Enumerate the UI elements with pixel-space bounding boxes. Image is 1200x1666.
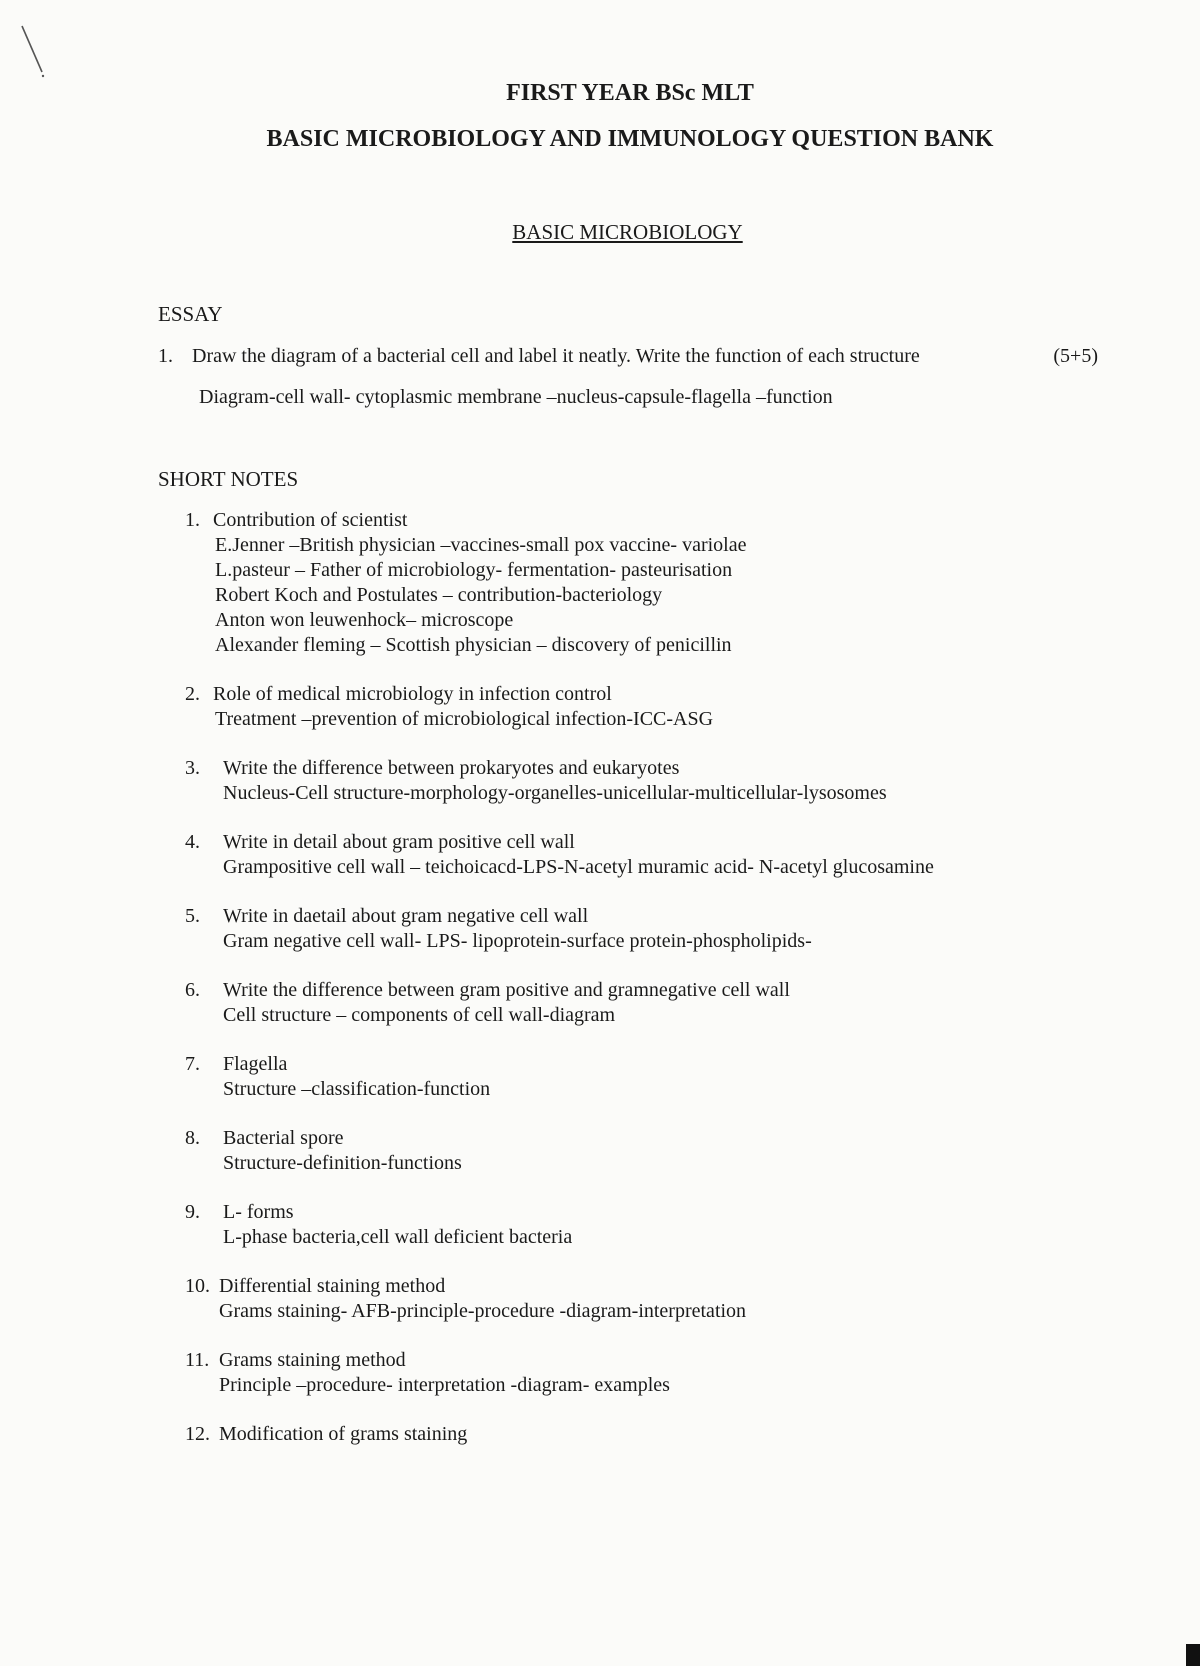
- item-question: Differential staining method: [219, 1275, 446, 1297]
- item-detail: L.pasteur – Father of microbiology- fermentation- pasteurisation: [215, 559, 733, 581]
- list-item: [185, 904, 1085, 954]
- item-detail: Gram negative cell wall- LPS- lipoprotein-surface protein-phospholipids-: [223, 930, 812, 952]
- list-item: [185, 830, 1085, 880]
- essay-question: [158, 345, 1098, 368]
- item-question: L- forms: [223, 1201, 294, 1223]
- item-detail: Grams staining- AFB-principle-procedure -diagram-interpretation: [219, 1300, 747, 1322]
- item-detail: Robert Koch and Postulates – contribution-bacteriology: [215, 584, 663, 606]
- item-detail: Treatment –prevention of microbiological infection-ICC-ASG: [215, 708, 714, 730]
- item-number: 6.: [185, 979, 200, 1001]
- list-item: [185, 978, 1085, 1028]
- item-number: 12.: [185, 1423, 210, 1445]
- essay-heading: ESSAY: [158, 302, 223, 326]
- item-detail: Structure-definition-functions: [223, 1152, 462, 1174]
- item-detail: Principle –procedure- interpretation -diagram- examples: [219, 1374, 670, 1396]
- item-detail: Anton won leuwenhock– microscope: [215, 609, 514, 631]
- item-number: 5.: [185, 905, 200, 927]
- list-item: [185, 682, 1085, 732]
- item-number: 10.: [185, 1275, 210, 1297]
- item-number: 7.: [185, 1053, 200, 1075]
- item-question: Write the difference between gram positive and gramnegative cell wall: [223, 979, 790, 1001]
- essay-question-hint: Diagram-cell wall- cytoplasmic membrane –nucleus-capsule-flagella –function: [199, 386, 833, 408]
- section-heading: BASIC MICROBIOLOGY: [512, 220, 743, 244]
- essay-question-marks: (5+5): [1053, 345, 1098, 367]
- list-item: [185, 1422, 1085, 1447]
- list-item: [185, 1348, 1085, 1398]
- item-question: Modification of grams staining: [219, 1423, 468, 1445]
- list-item: [185, 1126, 1085, 1176]
- list-item: [185, 508, 1085, 658]
- item-number: 3.: [185, 757, 200, 779]
- item-number: 2.: [185, 683, 200, 705]
- item-detail: Nucleus-Cell structure-morphology-organelles-unicellular-multicellular-lysosomes: [223, 782, 887, 804]
- essay-question-number: 1.: [158, 345, 173, 367]
- document-subtitle: BASIC MICROBIOLOGY AND IMMUNOLOGY QUESTION BANK: [266, 126, 994, 152]
- list-item: [185, 756, 1085, 806]
- item-question: Contribution of scientist: [213, 509, 408, 531]
- document-title: FIRST YEAR BSc MLT: [506, 80, 754, 106]
- short-notes-heading: SHORT NOTES: [158, 467, 299, 491]
- scan-edge-mark: [1186, 1644, 1200, 1666]
- item-number: 9.: [185, 1201, 200, 1223]
- item-detail: Grampositive cell wall – teichoicacd-LPS-N-acetyl muramic acid- N-acetyl glucosamine: [223, 856, 934, 878]
- item-detail: Alexander fleming – Scottish physician – discovery of penicillin: [215, 634, 732, 656]
- item-question: Write the difference between prokaryotes and eukaryotes: [223, 757, 680, 779]
- item-question: Write in detail about gram positive cell wall: [223, 831, 575, 853]
- item-detail: L-phase bacteria,cell wall deficient bacteria: [223, 1226, 573, 1248]
- item-question: Role of medical microbiology in infection control: [213, 683, 612, 705]
- item-question: Grams staining method: [219, 1349, 406, 1371]
- item-detail: Cell structure – components of cell wall-diagram: [223, 1004, 616, 1026]
- item-number: 1.: [185, 509, 200, 531]
- item-question: Write in daetail about gram negative cell wall: [223, 905, 589, 927]
- short-notes-list: [185, 508, 1085, 1471]
- pen-stroke-mark: [18, 22, 48, 82]
- list-item: [185, 1200, 1085, 1250]
- list-item: [185, 1274, 1085, 1324]
- item-question: Bacterial spore: [223, 1127, 344, 1149]
- essay-question-text: Draw the diagram of a bacterial cell and label it neatly. Write the function of each structure: [192, 345, 920, 367]
- item-question: Flagella: [223, 1053, 288, 1075]
- item-number: 4.: [185, 831, 200, 853]
- item-detail: E.Jenner –British physician –vaccines-small pox vaccine- variolae: [215, 534, 747, 556]
- list-item: [185, 1052, 1085, 1102]
- item-number: 11.: [185, 1349, 210, 1371]
- item-detail: Structure –classification-function: [223, 1078, 491, 1100]
- item-number: 8.: [185, 1127, 200, 1149]
